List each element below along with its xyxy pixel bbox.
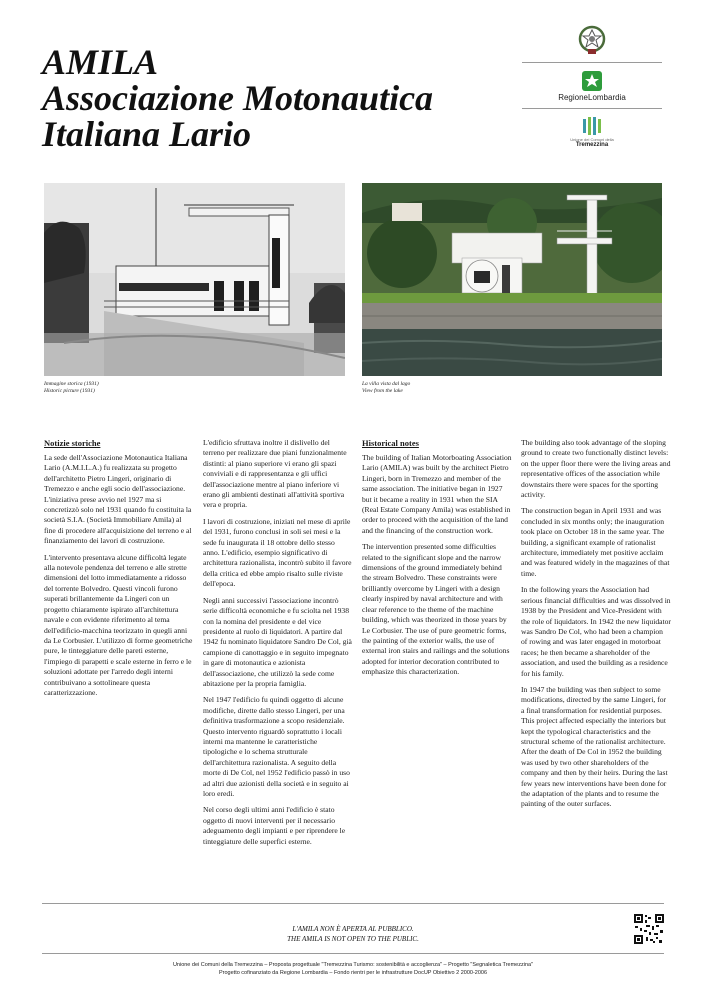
paragraph: La sede dell'Associazione Motonautica Italiana Lario (A.M.I.L.A.) fu realizzata su progetto dell'architetto Pietro Lingeri, originario di Tremezzo e anche egli socio dell'associazione. L'iniziativa prese avvio nel 1927 ma si concretizzò solo nel 1931 quando fu costituita la società S.I.A. (Società Immobiliare Amila) al fine di procedere all'acquisizione del terreno e al finanziamento dei lavori di costruzione. xyxy=(44,453,192,546)
tremezzina-logo xyxy=(522,117,662,148)
caption-italian: Immagine storica (1931) xyxy=(44,381,99,387)
footer-divider xyxy=(42,903,664,904)
caption-english: View from the lake xyxy=(362,388,403,394)
footer-line: Unione dei Comuni della Tremezzina – Proposta progettuale "Tremezzina Turismo: sostenibilità e accoglienza" – Progetto "Segnaletica Tremezzina" xyxy=(172,962,534,968)
paragraph: Nel corso degli ultimi anni l'edificio è stato oggetto di nuovi interventi per il necessario adeguamento degli impianti e per riprendere le tinteggiature delle superfici esterne. xyxy=(203,805,346,846)
page-title xyxy=(42,44,482,152)
tremezzina-small-text: Unione dei Comuni della xyxy=(570,137,614,142)
regione-lombardia-logo xyxy=(522,71,662,102)
paragraph: L'edificio sfruttava inoltre il dislivello del terreno per realizzare due piani funzionalmente distinti: al piano superiore vi erano gli spazi conviviali e di rappresentanza e gli uffici dell'associazione mentre al piano inferiore vi erano gli ambienti destinati all'attività sportiva vera e propria. xyxy=(203,438,347,510)
caption-english: Historic picture (1931) xyxy=(44,388,95,394)
footer-divider xyxy=(42,953,664,954)
regione-lombardia-text: RegioneLombardia xyxy=(558,93,626,102)
italian-heading: Notizie storiche xyxy=(44,438,101,448)
historic-building-picture xyxy=(44,183,345,376)
english-column-2 xyxy=(521,438,671,816)
paragraph: The building also took advantage of the sloping ground to create two functionally distinct levels: on the upper floor there were the living areas and representative offices of the association while downstairs there were spaces for the sporting activity. xyxy=(521,438,671,500)
paragraph: The construction began in April 1931 and was concluded in six months only; the inauguration took place on October 18 in the same year. The building, a significant example of rationalist architecture, immediately met positive acclaim and was featured widely in the magazines of that time. xyxy=(521,506,670,578)
paragraph: In 1947 the building was then subject to some modifications, directed by the same Lingeri, for a final transformation for residential purposes. This project affected especially the interiors but kept the typological characteristics and the structural scheme of the rationalist architecture. After the death of De Col in 1952 the building was used by two other shareholders of the company and then by their heirs. During the last few years new interventions have been done for the adaptation of the plants and to resume the painting of the outer surfaces. xyxy=(521,684,668,809)
paragraph: In the following years the Association had serious financial difficulties and was dissolved in 1938 by the President and Vice-President with the role of liquidators. In 1942 the new liquidator was Sandro De Col, who had been a champion of rowing and was later engaged in motorboat races; he then became a shareholder of the association, and used the building as a residence for his family. xyxy=(521,585,671,678)
villa-lake-picture xyxy=(362,183,662,376)
notice-italian: L'AMILA NON È APERTA AL PUBBLICO. xyxy=(292,925,414,933)
paragraph: The intervention presented some difficulties related to the significant slope and the narrow dimensions of the ground immediately behind the stream Bolvedro. These constraints were brilliantly overcome by Lingeri with a design clearly inspired by naval architecture and with clear reference to the theme of the machine building, which was theorized in those years by Le Corbusier. The use of pure geometric forms, the painting of the exterior walls, the use of external iron stairs and railings and the solutions adopted for interior decoration contributed to emphasize this characterization. xyxy=(362,542,510,677)
paragraph: Negli anni successivi l'associazione incontrò serie difficoltà economiche e fu sciolta nel 1938 con la nomina del presidente e del vice presidente al ruolo di liquidatori. A partire dal 1942 fu nominato liquidatore Sandro De Col, già campione di canottaggio e in seguito impegnato in gare di motonautica e azionista dell'associazione, che utilizzò la sede come abitazione per la propria famiglia. xyxy=(203,595,352,688)
paragraph: I lavori di costruzione, iniziati nel mese di aprile del 1931, furono conclusi in soli sei mesi e la sede fu inaugurata il 18 ottobre dello stesso anno. L'edificio, esempio significativo di architettura razionalista, incontrò subito il favore della critica ed ebbe ampio risalto sulle riviste dell'epoca. xyxy=(203,516,352,589)
english-heading: Historical notes xyxy=(362,438,419,448)
italian-emblem-icon xyxy=(577,22,607,56)
footer-line: Progetto cofinanziato da Regione Lombardia – Fondo rientri per le infrastrutture DocUP Obiettivo 2 2000-2006 xyxy=(218,970,488,976)
notice-english: THE AMILA IS NOT OPEN TO THE PUBLIC. xyxy=(287,935,419,943)
italian-emblem-logo xyxy=(522,22,662,56)
historic-photo xyxy=(44,183,345,376)
logos-column xyxy=(522,22,662,148)
not-open-notice xyxy=(0,924,706,944)
lake-photo-caption xyxy=(362,381,562,395)
qr-code-icon xyxy=(634,914,664,944)
italian-column-1 xyxy=(44,438,194,704)
italian-column-2 xyxy=(203,438,353,853)
paragraph: Nel 1947 l'edificio fu quindi oggetto di alcune modifiche, dirette dallo stesso Lingeri, per una definitiva trasformazione a scopo residenziale. Questo intervento riguardò soprattutto i locali interni ma mantenne le caratteristiche tipologiche e lo schema strutturale dell'architettura razionalista. A seguito della morte di De Col, nel 1952 l'edificio passò in uso ad altri due azionisti della società e in seguito ai loro eredi. xyxy=(203,695,350,798)
tremezzina-text: Tremezzina xyxy=(575,142,609,148)
english-column-1 xyxy=(362,438,512,684)
paragraph: The building of Italian Motorboating Association Lario (AMILA) was built by the architect Pietro Lingeri, born in Tremezzo and member of the same association. The initiative began in 1927 but it became a reality in 1931 when the SIA (Real Estate Company Amila) was established in order to proceed with the acquisition of the land and the financing of the construction work. xyxy=(362,453,512,535)
tremezzina-icon xyxy=(581,117,603,135)
title-line: Italiana Lario xyxy=(42,114,252,154)
title-line: AMILA xyxy=(42,42,159,82)
footer-credits xyxy=(0,961,706,977)
caption-italian: La villa vista dal lago xyxy=(362,381,411,387)
logo-divider xyxy=(522,108,662,109)
paragraph: L'intervento presentava alcune difficoltà legate alla notevole pendenza del terreno e alle strette dimensioni del lotto immediatamente a ridosso del torrente Bolvedro. Questi vincoli furono superati brillantemente da Lingeri con un progetto chiaramente ispirato all'architettura navale e con evidente riferimento al tema dell'edificio-macchina teorizzato in quegli anni da Le Corbusier. L'utilizzo di forme geometriche pure, le tinteggiature delle pareti esterne, l'impiego di parapetti e scale esterne in ferro e le soluzioni adottate per l'arredo degli interni contribuivano a sottolineare questa caratterizzazione. xyxy=(44,552,193,697)
title-line: Associazione Motonautica xyxy=(42,78,434,118)
historic-photo-caption xyxy=(44,381,244,395)
logo-divider xyxy=(522,62,662,63)
lombardia-rose-icon xyxy=(582,71,602,91)
lake-view-photo xyxy=(362,183,662,376)
